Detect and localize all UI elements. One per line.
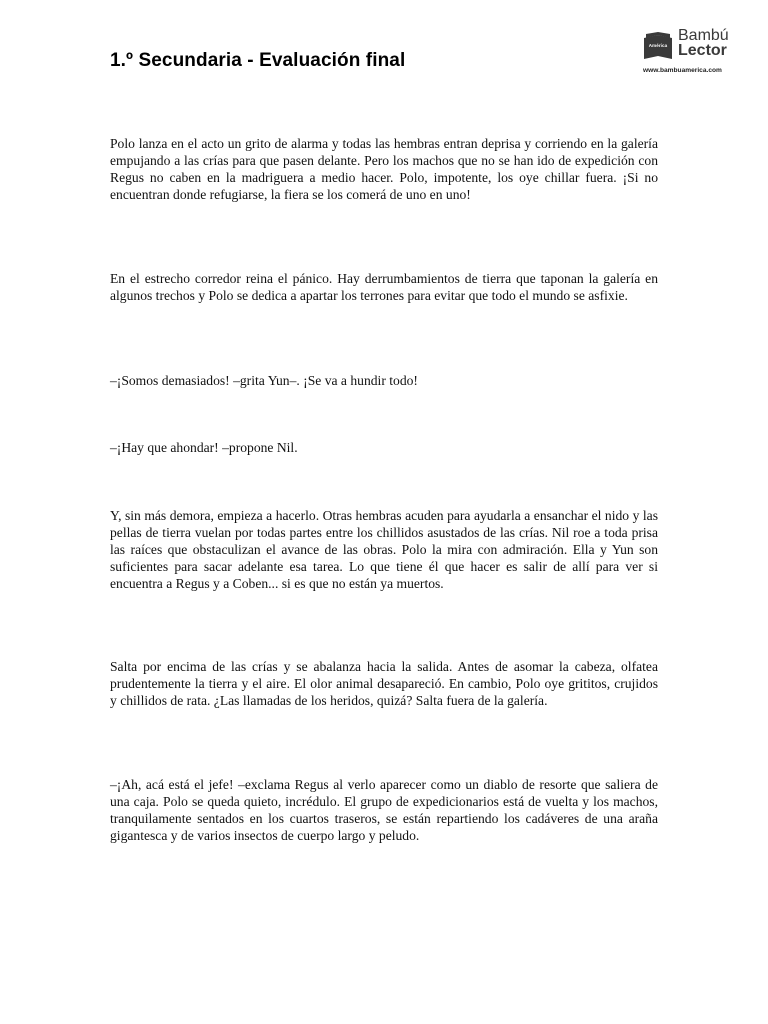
publisher-logo: [643, 28, 743, 78]
paragraph: Polo lanza en el acto un grito de alarma y todas las hembras entran deprisa y corriendo en la galería empujando a las crías para que pasen delante. Pero los machos que no se han ido de expedición con Regus no caben en la madriguera a medio hacer. Polo, impotente, los oye chillar fuera. ¡Si no encuentran donde refugiarse, la fiera se los comerá de uno en uno!: [110, 136, 658, 202]
logo-brand-line1: Bambú: [678, 27, 729, 44]
paragraph: –¡Ah, acá está el jefe! –exclama Regus al verlo aparecer como un diablo de resorte que saliera de una caja. Polo se queda quieto, incrédulo. El grupo de expedicionarios está de vuelta y los machos, tranquilamente sentados en los cuartos traseros, se están repartiendo los cadáveres de una araña gigantesca y de varios insectos de cuerpo largo y peludo.: [110, 777, 658, 843]
logo-mark-text: América: [648, 43, 668, 48]
paragraph: En el estrecho corredor reina el pánico. Hay derrumbamientos de tierra que taponan la galería en algunos trechos y Polo se dedica a apartar los terrones para evitar que todo el mundo se asfixie.: [110, 271, 658, 303]
paragraph: Salta por encima de las crías y se abalanza hacia la salida. Antes de asomar la cabeza, olfatea prudentemente la tierra y el aire. El olor animal desapareció. En cambio, Polo oye grititos, crujidos y chillidos de rata. ¿Las llamadas de los heridos, quizá? Salta fuera de la galería.: [110, 659, 658, 708]
paragraph: Y, sin más demora, empieza a hacerlo. Otras hembras acuden para ayudarla a ensanchar el nido y las pellas de tierra vuelan por todas partes entre los chillidos asustados de las crías. Nil roe a toda prisa las raíces que obstaculizan el avance de las obras. Polo la mira con admiración. Ella y Yun son suficientes para sacar adelante esa tarea. Lo que tiene él que hacer es salir de allí para ver si encuentra a Regus y a Coben... si es que no están ya muertos.: [110, 508, 658, 591]
paragraph: –¡Hay que ahondar! –propone Nil.: [110, 440, 298, 455]
logo-brand: [678, 28, 729, 58]
logo-brand-line2: Lector: [678, 42, 727, 59]
page-title: 1.º Secundaria - Evaluación final: [110, 50, 406, 71]
logo-url: www.bambuamerica.com: [643, 67, 722, 74]
paragraph: –¡Somos demasiados! –grita Yun–. ¡Se va a hundir todo!: [110, 373, 418, 388]
